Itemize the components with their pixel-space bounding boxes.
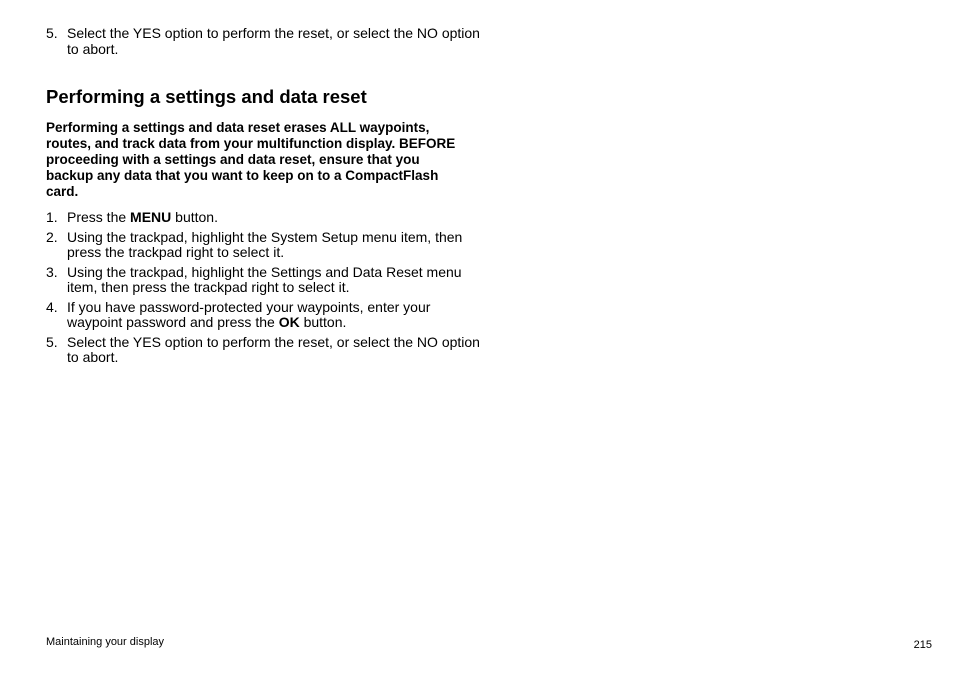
step-text: Press the MENU button.	[67, 209, 218, 225]
step-number: 5.	[46, 333, 58, 350]
step-number: 3.	[46, 263, 58, 280]
ok-key-label: OK	[278, 314, 300, 330]
step-text: If you have password-protected your waypoints, enter your waypoint password and press the OK button.	[67, 298, 431, 330]
step-number: 4.	[46, 298, 58, 315]
step-number: 5.	[46, 25, 58, 41]
warning-paragraph: Performing a settings and data reset erases ALL waypoints, routes, and track data from your multifunction display. BEFORE proceeding with a settings and data reset, ensure that you backup any data that you want to keep on to a CompactFlash card.	[46, 120, 456, 199]
menu-key-label: MENU	[130, 209, 172, 225]
step-number: 2.	[46, 228, 58, 245]
top-step-list	[46, 26, 486, 57]
step-number: 1.	[46, 209, 58, 225]
list-item	[46, 230, 486, 261]
step-text: Using the trackpad, highlight the System Setup menu item, then press the trackpad right to select it.	[67, 228, 463, 260]
list-item	[46, 300, 486, 331]
step-text: Select the YES option to perform the reset, or select the NO option to abort.	[67, 333, 480, 365]
reset-step-list	[46, 210, 486, 366]
list-item	[46, 210, 486, 226]
list-item	[46, 265, 486, 296]
step-text: Select the YES option to perform the reset, or select the NO option to abort.	[67, 25, 480, 57]
section-heading: Performing a settings and data reset	[46, 86, 367, 107]
list-item	[46, 335, 486, 366]
list-item	[46, 26, 486, 57]
content-column	[46, 26, 486, 370]
step-text: Using the trackpad, highlight the Settings and Data Reset menu item, then press the trackpad right to select it.	[67, 263, 462, 295]
footer-section-name: Maintaining your display	[46, 636, 165, 648]
page-number: 215	[913, 639, 932, 651]
